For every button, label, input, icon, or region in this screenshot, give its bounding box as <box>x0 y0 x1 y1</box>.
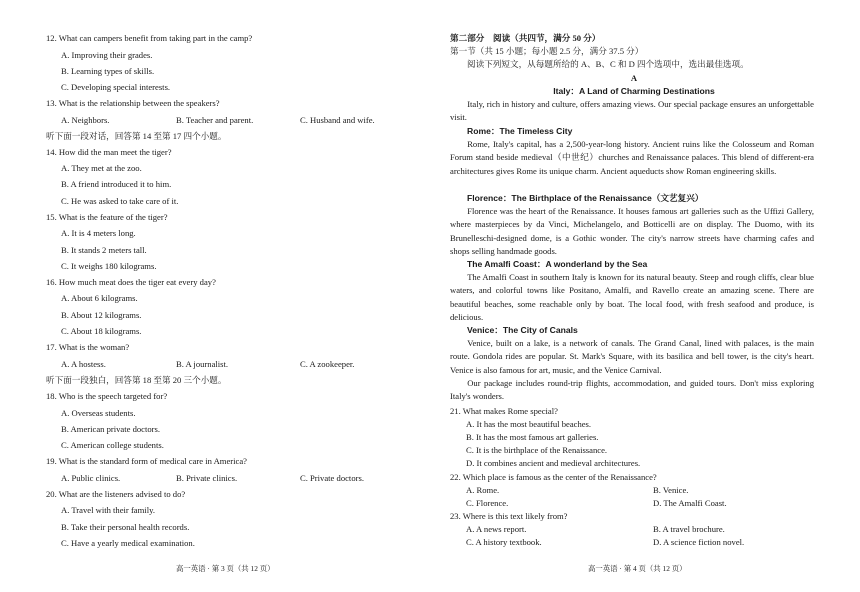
q21-option-b: B. It has the most famous art galleries. <box>466 432 599 442</box>
right-page <box>430 0 860 592</box>
closing-paragraph: Our package includes round-trip flights, accommodation, and guided tours. Don't miss exploring Italy's wonders. <box>450 378 814 402</box>
q17-option-a: A. A hostess. <box>61 359 106 369</box>
q17-option-b: B. A journalist. <box>176 359 229 369</box>
q20-option-b: B. Take their personal health records. <box>61 522 190 532</box>
q13-option-a: A. Neighbors. <box>61 115 110 125</box>
q13-option-c: C. Husband and wife. <box>300 115 375 125</box>
q13-stem: 13. What is the relationship between the speakers? <box>46 98 220 108</box>
q23-option-a: A. A news report. <box>466 524 527 534</box>
q23-option-b: B. A travel brochure. <box>653 524 725 534</box>
venice-heading: Venice：The City of Canals <box>467 325 578 335</box>
part-title: 第二部分 阅读（共四节，满分 50 分） <box>450 33 601 43</box>
q15-option-a: A. It is 4 meters long. <box>61 228 136 238</box>
page-footer-right: 高一英语 · 第 4 页（共 12 页） <box>588 564 687 573</box>
q20-option-a: A. Travel with their family. <box>61 505 155 515</box>
q12-option-b: B. Learning types of skills. <box>61 66 155 76</box>
instruction-14-17: 听下面一段对话，回答第 14 至第 17 四个小题。 <box>46 131 227 141</box>
directions: 阅读下列短文，从每题所给的 A、B、C 和 D 四个选项中，选出最佳选项。 <box>467 59 749 69</box>
q22-option-d: D. The Amalfi Coast. <box>653 498 727 508</box>
passage-title: Italy：A Land of Charming Destinations <box>553 86 715 96</box>
q16-option-a: A. About 6 kilograms. <box>61 293 138 303</box>
q18-stem: 18. Who is the speech targeted for? <box>46 391 168 401</box>
q22-option-c: C. Florence. <box>466 498 509 508</box>
q20-option-c: C. Have a yearly medical examination. <box>61 538 195 548</box>
q23-option-d: D. A science fiction novel. <box>653 537 745 547</box>
rome-paragraph: Rome, Italy's capital, has a 2,500-year-long history. Ancient ruins like the Colosseum and Roman Forum stand beside medieval（中世纪）churches and Renaissance palaces. This blend of different-era architectures gives Rome its unique charm. Ancient aqueducts show Roman engineering skills. <box>450 139 814 176</box>
q17-stem: 17. What is the woman? <box>46 342 130 352</box>
passage-letter: A <box>630 73 638 83</box>
q19-option-a: A. Public clinics. <box>61 473 121 483</box>
q16-option-b: B. About 12 kilograms. <box>61 310 142 320</box>
page-footer-left: 高一英语 · 第 3 页（共 12 页） <box>176 564 275 573</box>
q18-option-b: B. American private doctors. <box>61 424 161 434</box>
q23-option-c: C. A history textbook. <box>466 537 542 547</box>
q21-option-a: A. It has the most beautiful beaches. <box>466 419 592 429</box>
amalfi-paragraph: The Amalfi Coast in southern Italy is known for its natural beauty. Steep and rough cliffs, clear blue waters, and colorful towns like Positano, Amalfi, and Ravello create an amazing scene. There are beautiful beaches, some reachable only by boat. The local food, with fresh seafood and produce, is delicious. <box>450 272 814 323</box>
q20-stem: 20. What are the listeners advised to do? <box>46 489 186 499</box>
q13-option-b: B. Teacher and parent. <box>176 115 254 125</box>
q21-stem: 21. What makes Rome special? <box>450 406 558 416</box>
amalfi-heading: The Amalfi Coast：A wonderland by the Sea <box>467 259 648 269</box>
q19-option-c: C. Private doctors. <box>300 473 364 483</box>
q15-option-b: B. It stands 2 meters tall. <box>61 245 147 255</box>
q15-stem: 15. What is the feature of the tiger? <box>46 212 168 222</box>
florence-heading: Florence：The Birthplace of the Renaissance（文艺复兴） <box>467 193 704 203</box>
q14-option-a: A. They met at the zoo. <box>61 163 142 173</box>
q12-stem: 12. What can campers benefit from taking part in the camp? <box>46 33 253 43</box>
q15-option-c: C. It weighs 180 kilograms. <box>61 261 157 271</box>
q14-option-c: C. He was asked to take care of it. <box>61 196 179 206</box>
q14-option-b: B. A friend introduced it to him. <box>61 179 172 189</box>
q12-option-c: C. Developing special interests. <box>61 82 171 92</box>
q22-option-b: B. Venice. <box>653 485 689 495</box>
q16-option-c: C. About 18 kilograms. <box>61 326 142 336</box>
instruction-18-20: 听下面一段独白，回答第 18 至第 20 三个小题。 <box>46 375 227 385</box>
intro-paragraph: Italy, rich in history and culture, offers amazing views. Our special package ensures an unforgettable visit. <box>450 99 814 123</box>
florence-paragraph: Florence was the heart of the Renaissance. It houses famous art galleries such as the Uffizi Gallery, where masterpieces by da Vinci, Michelangelo, and Botticelli are on display. The Duomo, with its Brunelleschi-designed dome, is a Gothic wonder. The city's narrow streets have charming cafes and shops selling handmade goods. <box>450 206 814 257</box>
q17-option-c: C. A zookeeper. <box>300 359 355 369</box>
q21-option-d: D. It combines ancient and medieval architectures. <box>466 458 641 468</box>
q18-option-a: A. Overseas students. <box>61 408 136 418</box>
venice-paragraph: Venice, built on a lake, is a network of canals. The Grand Canal, lined with palaces, is the main route. Gondola rides are popular. St. Mark's Square, with its basilica and bell tower, is the city's heart. Venice is also famous for art, music, and the Venice Carnival. <box>450 338 814 375</box>
q19-stem: 19. What is the standard form of medical care in America? <box>46 456 248 466</box>
section-title: 第一节（共 15 小题；每小题 2.5 分，满分 37.5 分） <box>450 46 644 56</box>
rome-heading: Rome：The Timeless City <box>467 126 573 136</box>
q21-option-c: C. It is the birthplace of the Renaissance. <box>466 445 608 455</box>
q16-stem: 16. How much meat does the tiger eat every day? <box>46 277 216 287</box>
q14-stem: 14. How did the man meet the tiger? <box>46 147 172 157</box>
q23-stem: 23. Where is this text likely from? <box>450 511 568 521</box>
q12-option-a: A. Improving their grades. <box>61 50 153 60</box>
q22-option-a: A. Rome. <box>466 485 500 495</box>
q18-option-c: C. American college students. <box>61 440 164 450</box>
q19-option-b: B. Private clinics. <box>176 473 238 483</box>
q22-stem: 22. Which place is famous as the center of the Renaissance? <box>450 472 657 482</box>
